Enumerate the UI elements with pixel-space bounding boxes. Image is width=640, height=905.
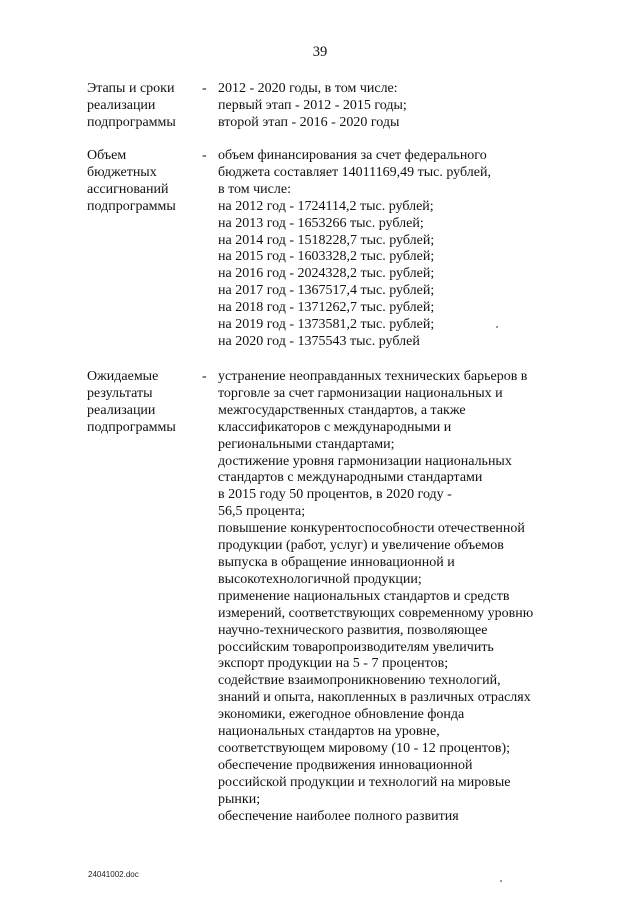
label-line: Этапы и сроки (87, 81, 175, 96)
text-line: 56,5 процента; (218, 504, 306, 520)
text-line: продукции (работ, услуг) и увеличение объемов (218, 538, 504, 554)
label-line: подпрограммы (87, 198, 176, 214)
text-line: бюджета составляет 14011169,49 тыс. рублей, (218, 164, 491, 180)
text-line: российским товаропроизводителям увеличить (218, 639, 494, 655)
scan-speck (500, 880, 502, 882)
label-line: Объем (87, 148, 127, 163)
document-filename: 24041002.doc (88, 870, 139, 879)
text-line: 2012 - 2020 годы, в том числе: (218, 81, 398, 96)
text-line: на 2014 год - 1518228,7 тыс. рублей; (218, 232, 435, 248)
section-body (218, 81, 558, 132)
text-line: на 2018 год - 1371262,7 тыс. рублей; (218, 300, 435, 316)
section-body (218, 369, 558, 825)
text-line: рынки; (218, 791, 261, 807)
page-number: 39 (312, 44, 328, 60)
text-line: на 2017 год - 1367517,4 тыс. рублей; (218, 283, 435, 299)
text-line: на 2020 год - 1375543 тыс. рублей (218, 333, 420, 349)
text-line: классификаторов с международными и (218, 419, 452, 435)
label-line: результаты (87, 385, 153, 401)
text-line: российской продукции и технологий на мировые (218, 774, 511, 790)
text-line: на 2015 год - 1603328,2 тыс. рублей; (218, 249, 435, 265)
label-line: реализации (87, 402, 156, 418)
text-line: второй этап - 2016 - 2020 годы (218, 114, 400, 130)
label-line: подпрограммы (87, 419, 176, 435)
text-line: экспорт продукции на 5 - 7 процентов; (218, 656, 449, 672)
text-line: соответствующем мировому (10 - 12 процентов); (218, 740, 511, 756)
text-line: измерений, соответствующих современному уровню (218, 605, 534, 621)
text-line: экономики, ежегодное обновление фонда (218, 707, 465, 723)
text-line: высокотехнологичной продукции; (218, 571, 422, 587)
section-dash: - (202, 81, 207, 96)
text-line: знаний и опыта, накопленных в различных отраслях (218, 690, 531, 706)
text-line: обеспечение продвижения инновационной (218, 757, 473, 773)
section-label (87, 148, 199, 216)
text-line: на 2013 год - 1653266 тыс. рублей; (218, 215, 424, 231)
text-line: торговле за счет гармонизации национальных и (218, 385, 503, 401)
text-line: на 2016 год - 2024328,2 тыс. рублей; (218, 266, 435, 282)
text-line: на 2012 год - 1724114,2 тыс. рублей; (218, 198, 434, 214)
text-line: межгосударственных стандартов, а также (218, 402, 466, 418)
text-line: содействие взаимопроникновению технологий, (218, 673, 501, 689)
section-label (87, 81, 199, 132)
text-line: обеспечение наиболее полного развития (218, 808, 459, 824)
text-line: в 2015 году 50 процентов, в 2020 году - (218, 487, 452, 503)
section-dash: - (202, 148, 207, 163)
section-dash: - (202, 369, 207, 384)
label-line: подпрограммы (87, 114, 176, 130)
scan-speck (496, 326, 498, 328)
text-line: повышение конкурентоспособности отечественной (218, 521, 525, 537)
text-line: достижение уровня гармонизации национальных (218, 453, 512, 469)
text-line: в том числе: (218, 181, 291, 197)
text-line: объем финансирования за счет федерального (218, 148, 487, 163)
text-line: национальных стандартов на уровне, (218, 724, 440, 740)
text-line: выпуска в обращение инновационной и (218, 554, 455, 570)
section-label (87, 369, 199, 437)
text-line: научно-технического развития, позволяющее (218, 622, 488, 638)
label-line: реализации (87, 97, 156, 113)
text-line: устранение неоправданных технических барьеров в (218, 369, 528, 384)
section-body (218, 148, 558, 351)
label-line: бюджетных (87, 164, 157, 180)
label-line: ассигнований (87, 181, 169, 197)
label-line: Ожидаемые (87, 369, 159, 384)
text-line: на 2019 год - 1373581,2 тыс. рублей; (218, 317, 435, 333)
text-line: стандартов с международными стандартами (218, 470, 483, 486)
text-line: региональными стандартами; (218, 436, 395, 452)
text-line: применение национальных стандартов и средств (218, 588, 510, 604)
text-line: первый этап - 2012 - 2015 годы; (218, 97, 407, 113)
